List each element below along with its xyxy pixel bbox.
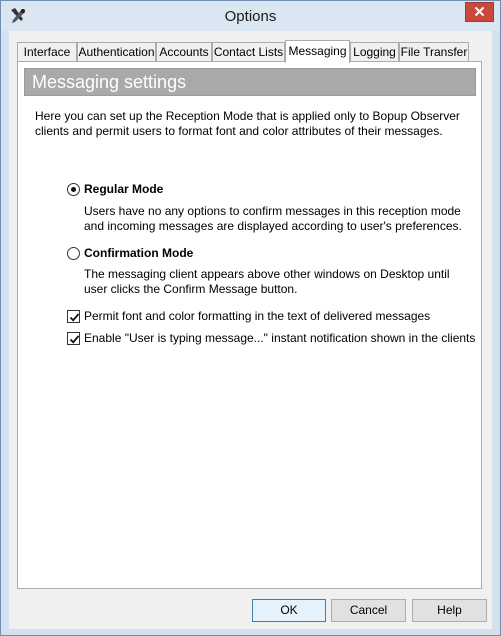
intro-text: Here you can set up the Reception Mode that is applied only to Bopup Observer clients and permit users to format font and color attributes of their messages. — [35, 109, 460, 138]
close-button[interactable] — [465, 2, 494, 22]
title-bar[interactable] — [1, 1, 500, 31]
close-icon — [466, 3, 493, 21]
regular-mode-radio[interactable] — [67, 183, 80, 196]
ok-button[interactable]: OK — [252, 599, 326, 622]
help-button[interactable]: Help — [412, 599, 487, 622]
tab-file-transfer[interactable]: File Transfer — [399, 42, 469, 61]
tab-logging[interactable]: Logging — [350, 42, 399, 61]
section-header-title: Messaging settings — [32, 72, 187, 92]
cancel-button[interactable]: Cancel — [331, 599, 406, 622]
confirmation-mode-description: The messaging client appears above other windows on Desktop until user clicks the Confirm Message button. — [84, 267, 450, 296]
tab-contact-lists[interactable]: Contact Lists — [212, 42, 285, 61]
messaging-panel — [17, 61, 482, 589]
tab-authentication[interactable]: Authentication — [77, 42, 156, 61]
window-title: Options — [224, 8, 277, 25]
checkmark-icon — [69, 312, 80, 323]
typing-notification-checkbox[interactable] — [67, 332, 80, 345]
regular-mode-label[interactable]: Regular Mode — [84, 182, 164, 196]
confirmation-mode-radio[interactable] — [67, 247, 80, 260]
tab-messaging[interactable]: Messaging — [285, 40, 350, 63]
section-header — [24, 68, 476, 96]
permit-formatting-label[interactable]: Permit font and color formatting in the text of delivered messages — [84, 309, 431, 323]
confirmation-mode-label[interactable]: Confirmation Mode — [84, 246, 194, 260]
typing-notification-label[interactable]: Enable "User is typing message..." instant notification shown in the clients — [84, 331, 476, 345]
permit-formatting-checkbox[interactable] — [67, 310, 80, 323]
checkmark-icon — [69, 334, 80, 345]
tab-interface[interactable]: Interface — [17, 42, 77, 61]
tab-accounts[interactable]: Accounts — [156, 42, 212, 61]
regular-mode-description: Users have no any options to confirm messages in this reception mode and incoming messages are displayed according to user's preferences. — [84, 204, 462, 233]
dialog-client-area — [9, 31, 492, 629]
